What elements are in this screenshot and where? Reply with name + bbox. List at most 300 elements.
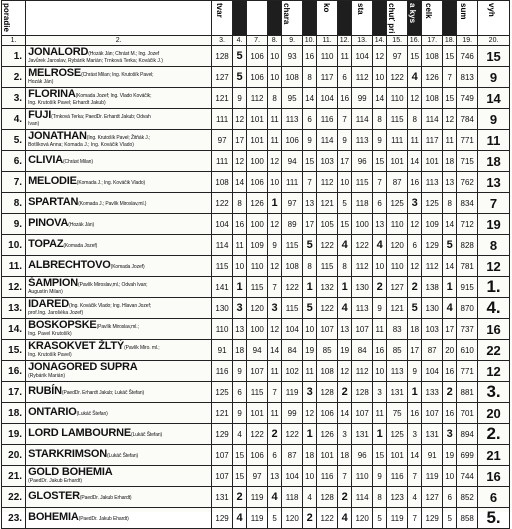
score-cell: 94 [247, 340, 268, 361]
variety-cell [26, 46, 212, 67]
score-cell: 112 [317, 172, 338, 193]
table-row [2, 88, 510, 109]
rank-value-cell: 11 [373, 319, 387, 340]
rank-value-cell: 9 [232, 88, 246, 109]
score-cell: 122 [352, 235, 373, 256]
score-cell: 108 [282, 67, 303, 88]
score-cell: 84 [352, 340, 373, 361]
column-number: 16. [408, 36, 422, 46]
column-number: 17. [422, 36, 443, 46]
column-number: 11. [317, 36, 338, 46]
score-cell: 120 [387, 235, 408, 256]
rank-value-cell: 13 [232, 319, 246, 340]
rank-value-cell: 9 [232, 361, 246, 382]
score-cell: 91 [422, 445, 443, 466]
points-sum-cell: 881 [457, 382, 478, 403]
rank-cell: 19. [2, 424, 26, 445]
rank-value-cell: 11 [443, 130, 457, 151]
rank-value-cell: 14 [232, 172, 246, 193]
table-row [2, 361, 510, 382]
rank-value-cell: 12 [232, 151, 246, 172]
rank-value-cell: 16 [408, 172, 422, 193]
column-number: 12. [338, 36, 352, 46]
rank-value-cell: 12 [373, 46, 387, 67]
header-row [2, 1, 510, 36]
score-cell: 122 [247, 424, 268, 445]
score-cell: 101 [422, 151, 443, 172]
score-cell: 126 [247, 193, 268, 214]
breeder-names: (Komada J.; Ing. Kováčik Vlado) [76, 180, 146, 186]
rank-value-cell: 14 [408, 445, 422, 466]
rank-value-cell: 8 [338, 256, 352, 277]
score-cell: 109 [247, 235, 268, 256]
header-col-18 [443, 1, 457, 36]
score-cell: 121 [387, 298, 408, 319]
rank-value-cell: 18 [232, 340, 246, 361]
rank-value-cell: 6 [338, 67, 352, 88]
breeder-names-line2: Ing. Krutošík Pavel; Erhardt Jakub) [28, 100, 106, 106]
column-number: 19. [457, 36, 478, 46]
score-cell: 97 [282, 193, 303, 214]
rank-value-cell: 12 [408, 256, 422, 277]
column-number: 4. [232, 36, 246, 46]
rank-value-cell: 15 [408, 46, 422, 67]
rank-value-cell: 9 [268, 235, 282, 256]
score-cell: 119 [247, 508, 268, 529]
score-cell: 87 [422, 340, 443, 361]
rank-value-cell: 13 [338, 319, 352, 340]
rank-value-cell: 1 [268, 193, 282, 214]
score-cell: 99 [282, 403, 303, 424]
score-cell: 122 [317, 298, 338, 319]
rank-value-cell: 10 [268, 46, 282, 67]
rank-value-cell: 12 [443, 109, 457, 130]
breeder-names-line2: Augustín Milan) [28, 289, 63, 295]
rank-cell: 2. [2, 67, 26, 88]
table-row [2, 193, 510, 214]
rank-cell: 6. [2, 151, 26, 172]
score-cell: 115 [282, 298, 303, 319]
rank-value-cell: 12 [303, 403, 317, 424]
rank-value-cell: 15 [373, 445, 387, 466]
rank-value-cell: 11 [303, 361, 317, 382]
variety-name: JONALORD [28, 46, 89, 58]
table-row [2, 340, 510, 361]
score-cell: 129 [212, 424, 233, 445]
score-cell: 117 [422, 130, 443, 151]
rank-value-cell: 20 [443, 340, 457, 361]
variety-name: STARKRIMSON [28, 448, 107, 460]
score-cell: 110 [212, 319, 233, 340]
rank-value-cell: 11 [268, 403, 282, 424]
rank-value-cell: 9 [373, 466, 387, 487]
result-cell: 1. [478, 277, 510, 298]
score-cell: 115 [247, 277, 268, 298]
rank-value-cell: 6 [268, 445, 282, 466]
variety-cell [26, 277, 212, 298]
result-cell: 21 [478, 445, 510, 466]
rank-value-cell: 7 [338, 466, 352, 487]
variety-cell [26, 235, 212, 256]
score-cell: 112 [352, 67, 373, 88]
score-cell: 128 [352, 382, 373, 403]
rank-value-cell: 15 [443, 88, 457, 109]
rank-cell: 10. [2, 235, 26, 256]
breeder-names: (Pavlík Miroslav,ml.; Odvah Ivan; [78, 282, 148, 288]
rank-value-cell: 14 [443, 256, 457, 277]
score-cell: 110 [317, 46, 338, 67]
score-cell: 107 [422, 403, 443, 424]
header-col-10 [303, 1, 317, 36]
rank-value-cell: 2 [373, 277, 387, 298]
rank-cell: 17. [2, 382, 26, 403]
score-cell: 104 [282, 319, 303, 340]
score-cell: 131 [422, 424, 443, 445]
variety-cell [26, 466, 212, 487]
breeder-names: (Chrást Milan; Ing. Krutošík Pavel; [81, 72, 154, 78]
variety-cell [26, 382, 212, 403]
score-cell: 107 [352, 319, 373, 340]
variety-cell [26, 214, 212, 235]
rank-value-cell: 17 [232, 130, 246, 151]
score-cell: 100 [352, 214, 373, 235]
rank-value-cell: 14 [268, 340, 282, 361]
score-cell: 112 [422, 256, 443, 277]
score-cell: 131 [212, 487, 233, 508]
variety-name: JONAGORED SUPRA [28, 361, 138, 373]
variety-name: GLOSTER [28, 490, 80, 502]
rank-cell: 9. [2, 214, 26, 235]
score-cell: 108 [282, 256, 303, 277]
rank-value-cell: 10 [338, 172, 352, 193]
rank-value-cell: 7 [268, 382, 282, 403]
variety-name: BOSKOPSKE [28, 319, 97, 331]
rank-value-cell: 3 [408, 193, 422, 214]
table-row [2, 151, 510, 172]
rank-cell: 3. [2, 88, 26, 109]
variety-cell [26, 445, 212, 466]
breeder-names: (Hozák Ján) [68, 222, 95, 228]
rank-value-cell: 1 [303, 424, 317, 445]
variety-cell [26, 340, 212, 361]
breeder-names: (Lukáč Štefan) [76, 411, 108, 417]
score-cell: 130 [212, 298, 233, 319]
header-poradie: poradie [2, 1, 26, 36]
rank-value-cell: 2 [338, 382, 352, 403]
rank-value-cell: 11 [268, 130, 282, 151]
score-cell: 112 [352, 256, 373, 277]
breeder-names-line2: Hozák Ján) [28, 79, 54, 85]
rank-value-cell: 3 [443, 424, 457, 445]
table-row [2, 487, 510, 508]
result-cell: 20 [478, 403, 510, 424]
score-cell: 127 [212, 67, 233, 88]
score-cell: 106 [247, 445, 268, 466]
rank-value-cell: 5 [303, 298, 317, 319]
score-cell: 106 [317, 403, 338, 424]
score-cell: 121 [317, 193, 338, 214]
breeder-names-line2: Ing. Pavel Krutošík) [28, 331, 72, 337]
rank-value-cell: 15 [338, 214, 352, 235]
variety-name: ŠAMPION [28, 277, 79, 289]
rank-value-cell: 13 [443, 172, 457, 193]
breeder-names: (Komada J.; Pavlík Miroslav,ml.) [78, 201, 147, 207]
score-cell: 110 [387, 256, 408, 277]
score-cell: 91 [212, 340, 233, 361]
rank-cell: 13. [2, 298, 26, 319]
rank-value-cell: 3 [373, 382, 387, 403]
rank-value-cell: 7 [268, 277, 282, 298]
score-cell: 132 [317, 277, 338, 298]
score-cell: 131 [387, 382, 408, 403]
variety-name: MELODIE [28, 175, 77, 187]
variety-name: ONTARIO [28, 406, 77, 418]
rank-value-cell: 12 [338, 361, 352, 382]
rank-value-cell: 12 [232, 109, 246, 130]
rank-value-cell: 15 [443, 46, 457, 67]
points-sum-cell: 701 [457, 403, 478, 424]
rank-value-cell: 12 [408, 214, 422, 235]
result-cell: 15 [478, 46, 510, 67]
rank-value-cell: 14 [303, 88, 317, 109]
breeder-names: (Ing. Krutošík Pavel; Žitňák J.; [86, 135, 151, 141]
rank-value-cell: 10 [268, 172, 282, 193]
header-col-4 [232, 1, 246, 36]
breeder-names-line2: prof.Ing. Jarošéka Jozef) [28, 310, 84, 316]
column-number: 9. [282, 36, 303, 46]
rank-cell: 16. [2, 361, 26, 382]
score-cell: 85 [317, 340, 338, 361]
rank-value-cell: 3 [303, 382, 317, 403]
rank-value-cell: 12 [268, 256, 282, 277]
result-cell: 12 [478, 256, 510, 277]
rank-value-cell: 1 [408, 382, 422, 403]
rank-value-cell: 9 [338, 130, 352, 151]
score-cell: 114 [422, 109, 443, 130]
rank-value-cell: 5 [443, 508, 457, 529]
score-cell: 103 [317, 151, 338, 172]
score-cell: 128 [317, 382, 338, 403]
rank-value-cell: 7 [443, 67, 457, 88]
rank-value-cell: 10 [303, 319, 317, 340]
rank-value-cell: 16 [303, 46, 317, 67]
rank-value-cell: 8 [408, 109, 422, 130]
rank-value-cell: 7 [303, 172, 317, 193]
score-cell: 113 [352, 298, 373, 319]
table-row [2, 319, 510, 340]
points-sum-cell: 737 [457, 319, 478, 340]
result-cell: 2. [478, 424, 510, 445]
score-cell: 116 [212, 361, 233, 382]
rank-value-cell: 5 [232, 46, 246, 67]
score-cell: 114 [212, 235, 233, 256]
breeder-names: (Trnková Terka; PaedDr. Erhardt Jakub; Odvah [51, 114, 151, 120]
table-row [2, 235, 510, 256]
score-cell: 100 [247, 214, 268, 235]
points-sum-cell: 915 [457, 277, 478, 298]
breeder-names: (PaedDr. Jakub Ehardt) [78, 516, 129, 522]
points-sum-cell: 852 [457, 487, 478, 508]
rank-value-cell: 2 [232, 487, 246, 508]
breeder-names: (Lukáč Štefan) [131, 432, 163, 438]
rank-value-cell: 8 [303, 256, 317, 277]
points-sum-cell: 771 [457, 130, 478, 151]
score-cell: 97 [247, 466, 268, 487]
rank-value-cell: 13 [268, 466, 282, 487]
rank-value-cell: 5 [408, 298, 422, 319]
result-cell: 12 [478, 361, 510, 382]
score-cell: 116 [317, 466, 338, 487]
score-cell: 119 [387, 508, 408, 529]
header-col-16: a kys [408, 1, 422, 36]
score-cell: 131 [352, 424, 373, 445]
rank-value-cell: 7 [338, 109, 352, 130]
breeder-names: (Chrást Milan) [62, 159, 93, 165]
points-sum-cell: 712 [457, 214, 478, 235]
breeder-names: (Lukáč Štefan) [106, 453, 139, 459]
rank-cell: 1. [2, 46, 26, 67]
rank-value-cell: 14 [338, 403, 352, 424]
score-cell: 129 [422, 508, 443, 529]
score-cell: 93 [282, 46, 303, 67]
score-cell: 110 [387, 88, 408, 109]
rank-cell: 22. [2, 487, 26, 508]
score-cell: 125 [422, 193, 443, 214]
rank-value-cell: 4 [408, 67, 422, 88]
rank-value-cell: 16 [373, 340, 387, 361]
rank-value-cell: 4 [232, 424, 246, 445]
variety-name: RUBÍN [28, 385, 62, 397]
rank-value-cell: 2 [443, 382, 457, 403]
column-number: 1. [2, 36, 26, 46]
variety-cell [26, 319, 212, 340]
score-cell: 110 [387, 214, 408, 235]
score-cell: 101 [247, 130, 268, 151]
rank-value-cell: 13 [373, 214, 387, 235]
breeder-names: (Hozák Ján; Chrást M.; Ing. Jozef [88, 51, 160, 57]
score-cell: 114 [352, 487, 373, 508]
score-cell: 116 [317, 109, 338, 130]
score-cell: 119 [247, 487, 268, 508]
rank-value-cell: 6 [303, 109, 317, 130]
header-celk: celk [422, 1, 443, 36]
breeder-names: (Komada Jozef) [110, 264, 145, 270]
rank-value-cell: 19 [303, 340, 317, 361]
score-cell: 122 [282, 277, 303, 298]
score-cell: 102 [282, 361, 303, 382]
rank-value-cell: 4 [303, 487, 317, 508]
score-cell: 103 [422, 319, 443, 340]
variety-name: JONATHAN [28, 130, 87, 142]
score-cell: 117 [317, 67, 338, 88]
points-sum-cell: 744 [457, 466, 478, 487]
score-cell: 104 [212, 214, 233, 235]
rank-value-cell: 19 [443, 445, 457, 466]
rank-value-cell: 15 [232, 466, 246, 487]
rank-value-cell: 18 [443, 151, 457, 172]
score-cell: 112 [352, 361, 373, 382]
variety-name: GOLD BOHEMIA [28, 466, 113, 478]
rank-value-cell: 8 [443, 193, 457, 214]
points-sum-cell: 894 [457, 424, 478, 445]
score-cell: 129 [212, 508, 233, 529]
rank-value-cell: 1 [303, 277, 317, 298]
rank-cell: 14. [2, 319, 26, 340]
rank-value-cell: 12 [268, 214, 282, 235]
rank-value-cell: 16 [443, 361, 457, 382]
breeder-names: (Komada Jozef; Ing. Vlado Kováčik; [75, 93, 152, 99]
column-number: 20. [478, 36, 510, 46]
header-col-7 [247, 1, 268, 36]
rank-value-cell: 17 [443, 319, 457, 340]
header-chut: chuť pri [387, 1, 408, 36]
score-cell: 121 [212, 403, 233, 424]
score-cell: 119 [422, 466, 443, 487]
points-sum-cell: 610 [457, 340, 478, 361]
score-cell: 100 [247, 151, 268, 172]
rank-value-cell: 9 [303, 130, 317, 151]
points-sum-cell: 781 [457, 256, 478, 277]
rank-value-cell: 6 [373, 193, 387, 214]
rank-value-cell: 5 [232, 67, 246, 88]
variety-name: FLORINA [28, 88, 76, 100]
score-cell: 97 [212, 130, 233, 151]
score-cell: 122 [212, 193, 233, 214]
rank-value-cell: 16 [408, 403, 422, 424]
variety-name: PINOVA [28, 217, 69, 229]
table-row [2, 67, 510, 88]
table-row [2, 403, 510, 424]
rank-cell: 18. [2, 403, 26, 424]
points-sum-cell: 715 [457, 151, 478, 172]
result-cell: 16 [478, 466, 510, 487]
result-cell: 3. [478, 382, 510, 403]
score-cell: 89 [282, 214, 303, 235]
rank-value-cell: 10 [373, 67, 387, 88]
breeder-names-line2: Javůrek Jaroslav, Rybárik Marián; Trnková Terka; Kováčik J.) [28, 58, 163, 64]
breeder-names-line2: (Rybárik Marián) [28, 373, 66, 379]
points-sum-cell: 762 [457, 172, 478, 193]
rank-value-cell: 5 [268, 508, 282, 529]
rank-value-cell: 2 [303, 508, 317, 529]
score-cell: 114 [317, 130, 338, 151]
rank-value-cell: 11 [268, 361, 282, 382]
rank-value-cell: 4 [408, 487, 422, 508]
score-cell: 115 [247, 382, 268, 403]
header-col-8 [268, 1, 282, 36]
column-number: 3. [212, 36, 233, 46]
column-number: 7. [247, 36, 268, 46]
table-row [2, 445, 510, 466]
score-cell: 104 [317, 88, 338, 109]
rank-value-cell: 8 [232, 193, 246, 214]
column-number: 15. [387, 36, 408, 46]
score-cell: 87 [387, 172, 408, 193]
score-cell: 114 [352, 109, 373, 130]
table-row [2, 277, 510, 298]
rank-value-cell: 14 [373, 88, 387, 109]
rank-cell: 4. [2, 109, 26, 130]
result-cell: 14 [478, 88, 510, 109]
rank-value-cell: 9 [373, 130, 387, 151]
variety-name: MELROSE [28, 67, 82, 79]
variety-name: IDARED [28, 298, 70, 310]
rank-value-cell: 5 [338, 193, 352, 214]
rank-value-cell: 11 [338, 46, 352, 67]
result-cell: 16 [478, 319, 510, 340]
table-row [2, 382, 510, 403]
variety-cell [26, 151, 212, 172]
